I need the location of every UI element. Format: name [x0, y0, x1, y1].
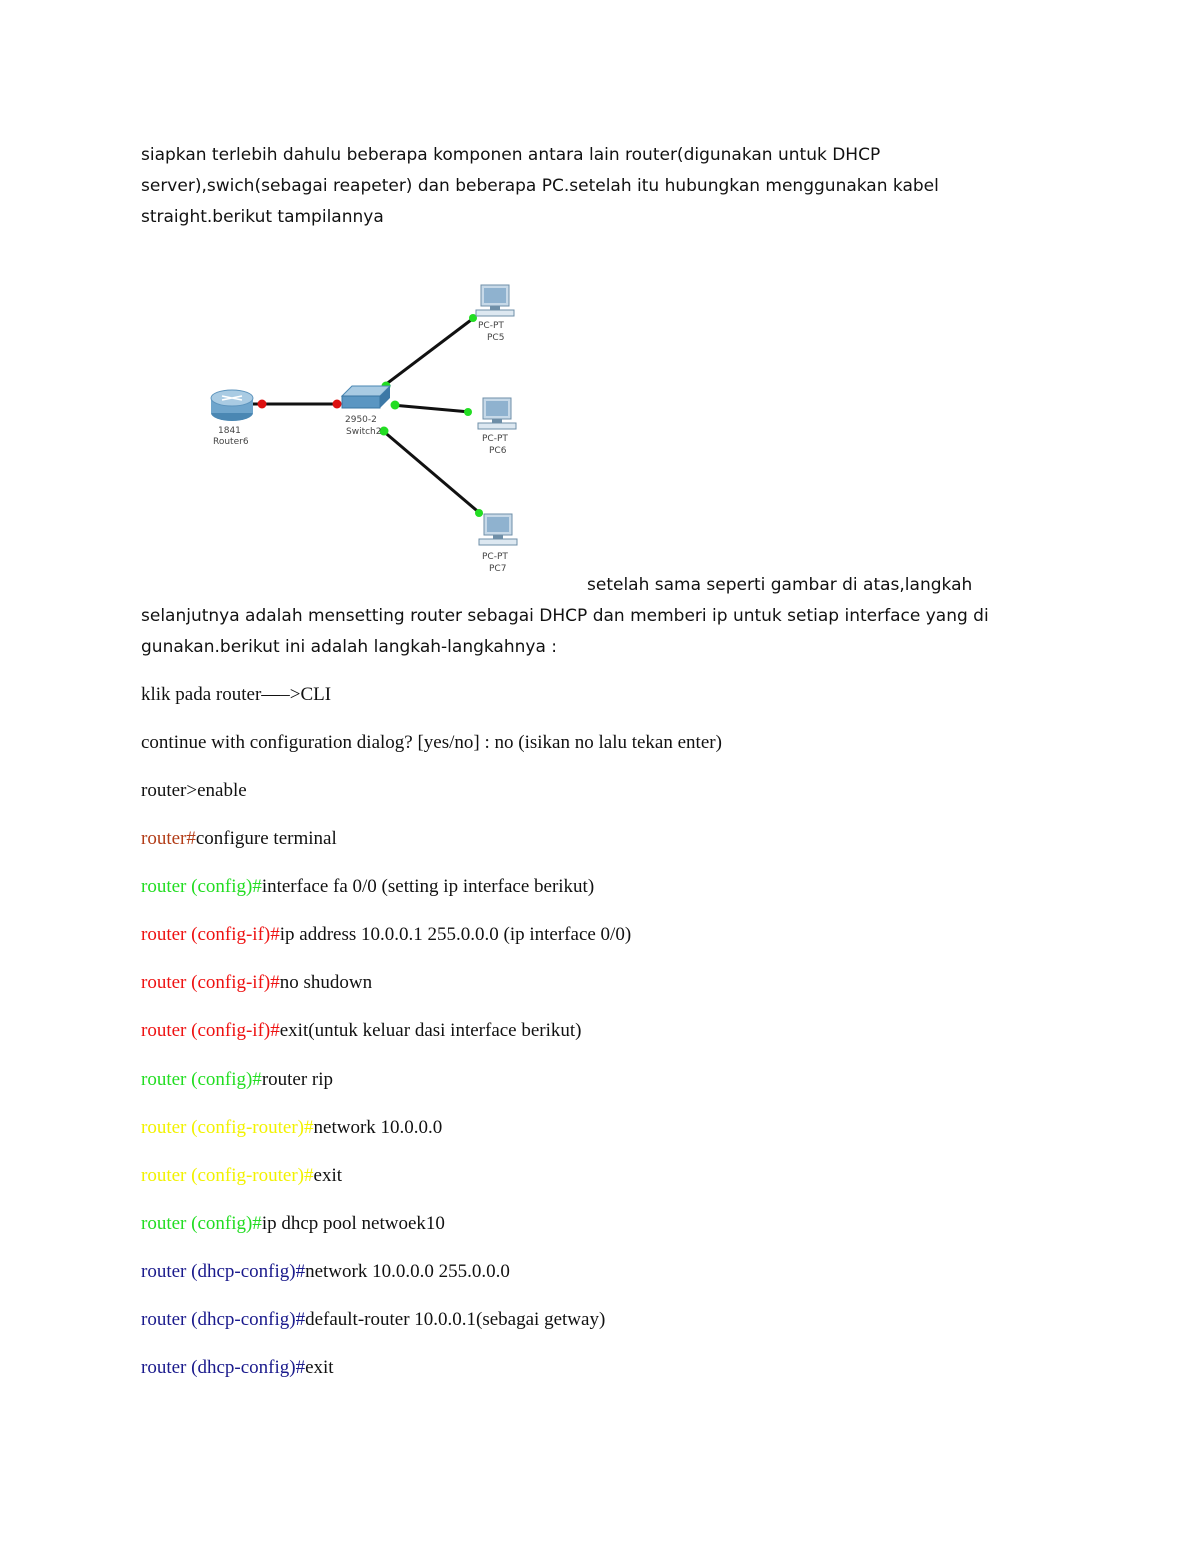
- instruction-line: [141, 684, 331, 706]
- command-text: exit: [313, 1165, 343, 1186]
- command-prompt: router (dhcp-config)#: [141, 1261, 306, 1282]
- command-text: no shudown: [279, 972, 373, 993]
- intro-paragraph: [141, 140, 1021, 233]
- command-line: [141, 1213, 445, 1235]
- command-prompt: router (config-router)#: [141, 1165, 314, 1186]
- command-line: [141, 1117, 442, 1139]
- command-text: configure terminal: [195, 828, 337, 849]
- link-switch-pc7: [382, 430, 482, 515]
- command-text: ip dhcp pool netwoek10: [261, 1213, 445, 1234]
- command-text: router>enable: [141, 780, 247, 801]
- instruction-text: klik pada router—–>CLI: [141, 684, 332, 705]
- link-light-switch-pc6: [391, 401, 400, 410]
- instruction-text: continue with configuration dialog? [yes/no] : no (isikan no lalu tekan enter): [141, 732, 722, 753]
- command-text: ip address 10.0.0.1 255.0.0.0 (ip interface 0/0): [279, 924, 632, 945]
- command-line: [141, 1261, 510, 1283]
- pc-icon: [479, 514, 517, 545]
- switch-name-label: Switch2: [346, 427, 382, 437]
- router-name-label: Router6: [213, 437, 249, 447]
- command-prompt: router (config)#: [141, 1213, 262, 1234]
- command-prompt: router (config-if)#: [141, 924, 280, 945]
- command-line: [141, 1069, 333, 1091]
- pc-type-label: PC-PT: [482, 552, 508, 562]
- pc-name-label: PC7: [489, 564, 507, 574]
- command-prompt: router (dhcp-config)#: [141, 1357, 306, 1378]
- command-prompt: router (config)#: [141, 876, 262, 897]
- command-prompt: router#: [141, 828, 196, 849]
- command-prompt: router (config)#: [141, 1069, 262, 1090]
- link-light-switch-router: [333, 400, 342, 409]
- command-line: [141, 876, 594, 898]
- command-prompt: router (config-if)#: [141, 972, 280, 993]
- switch-icon: [342, 386, 390, 408]
- after-diagram-paragraph: [141, 570, 1041, 663]
- command-prompt: router (dhcp-config)#: [141, 1309, 306, 1330]
- network-topology-diagram: [190, 270, 560, 585]
- intro-line: straight.berikut tampilannya: [141, 207, 384, 227]
- link-switch-pc5: [385, 317, 475, 385]
- command-text: default-router 10.0.0.1(sebagai getway): [305, 1309, 606, 1330]
- command-prompt: router (config-if)#: [141, 1020, 280, 1041]
- link-light-pc7: [475, 509, 483, 517]
- pc-name-label: PC6: [489, 446, 507, 456]
- link-switch-pc6: [392, 405, 470, 412]
- link-light-router: [258, 400, 267, 409]
- command-line: [141, 780, 247, 802]
- command-text: network 10.0.0.0 255.0.0.0: [305, 1261, 510, 1282]
- router-model-label: 1841: [218, 426, 241, 436]
- command-line: [141, 828, 337, 850]
- instruction-line: [141, 732, 722, 754]
- router-icon: [211, 390, 253, 421]
- pc-icon: [476, 285, 514, 316]
- after-line: setelah sama seperti gambar di atas,langkah: [587, 575, 973, 595]
- intro-line: siapkan terlebih dahulu beberapa komponen antara lain router(digunakan untuk DHCP: [141, 145, 881, 165]
- command-line: [141, 1357, 334, 1379]
- command-line: [141, 924, 631, 946]
- command-text: interface fa 0/0 (setting ip interface berikut): [261, 876, 595, 897]
- pc-name-label: PC5: [487, 333, 505, 343]
- link-light-pc6: [464, 408, 472, 416]
- pc-icon: [478, 398, 516, 429]
- after-line: gunakan.berikut ini adalah langkah-langkahnya :: [141, 637, 558, 657]
- command-text: exit(untuk keluar dasi interface berikut): [279, 1020, 582, 1041]
- command-text: router rip: [261, 1069, 334, 1090]
- command-text: network 10.0.0.0: [313, 1117, 443, 1138]
- switch-model-label: 2950-2: [345, 415, 377, 425]
- command-prompt: router (config-router)#: [141, 1117, 314, 1138]
- command-line: [141, 1165, 342, 1187]
- command-line: [141, 972, 372, 994]
- pc-type-label: PC-PT: [478, 321, 504, 331]
- command-text: exit: [305, 1357, 334, 1378]
- command-line: [141, 1020, 582, 1042]
- after-line: selanjutnya adalah mensetting router sebagai DHCP dan memberi ip untuk setiap interface yang di: [141, 606, 989, 626]
- pc-type-label: PC-PT: [482, 434, 508, 444]
- command-line: [141, 1309, 605, 1331]
- intro-line: server),swich(sebagai reapeter) dan beberapa PC.setelah itu hubungkan menggunakan kabel: [141, 176, 939, 196]
